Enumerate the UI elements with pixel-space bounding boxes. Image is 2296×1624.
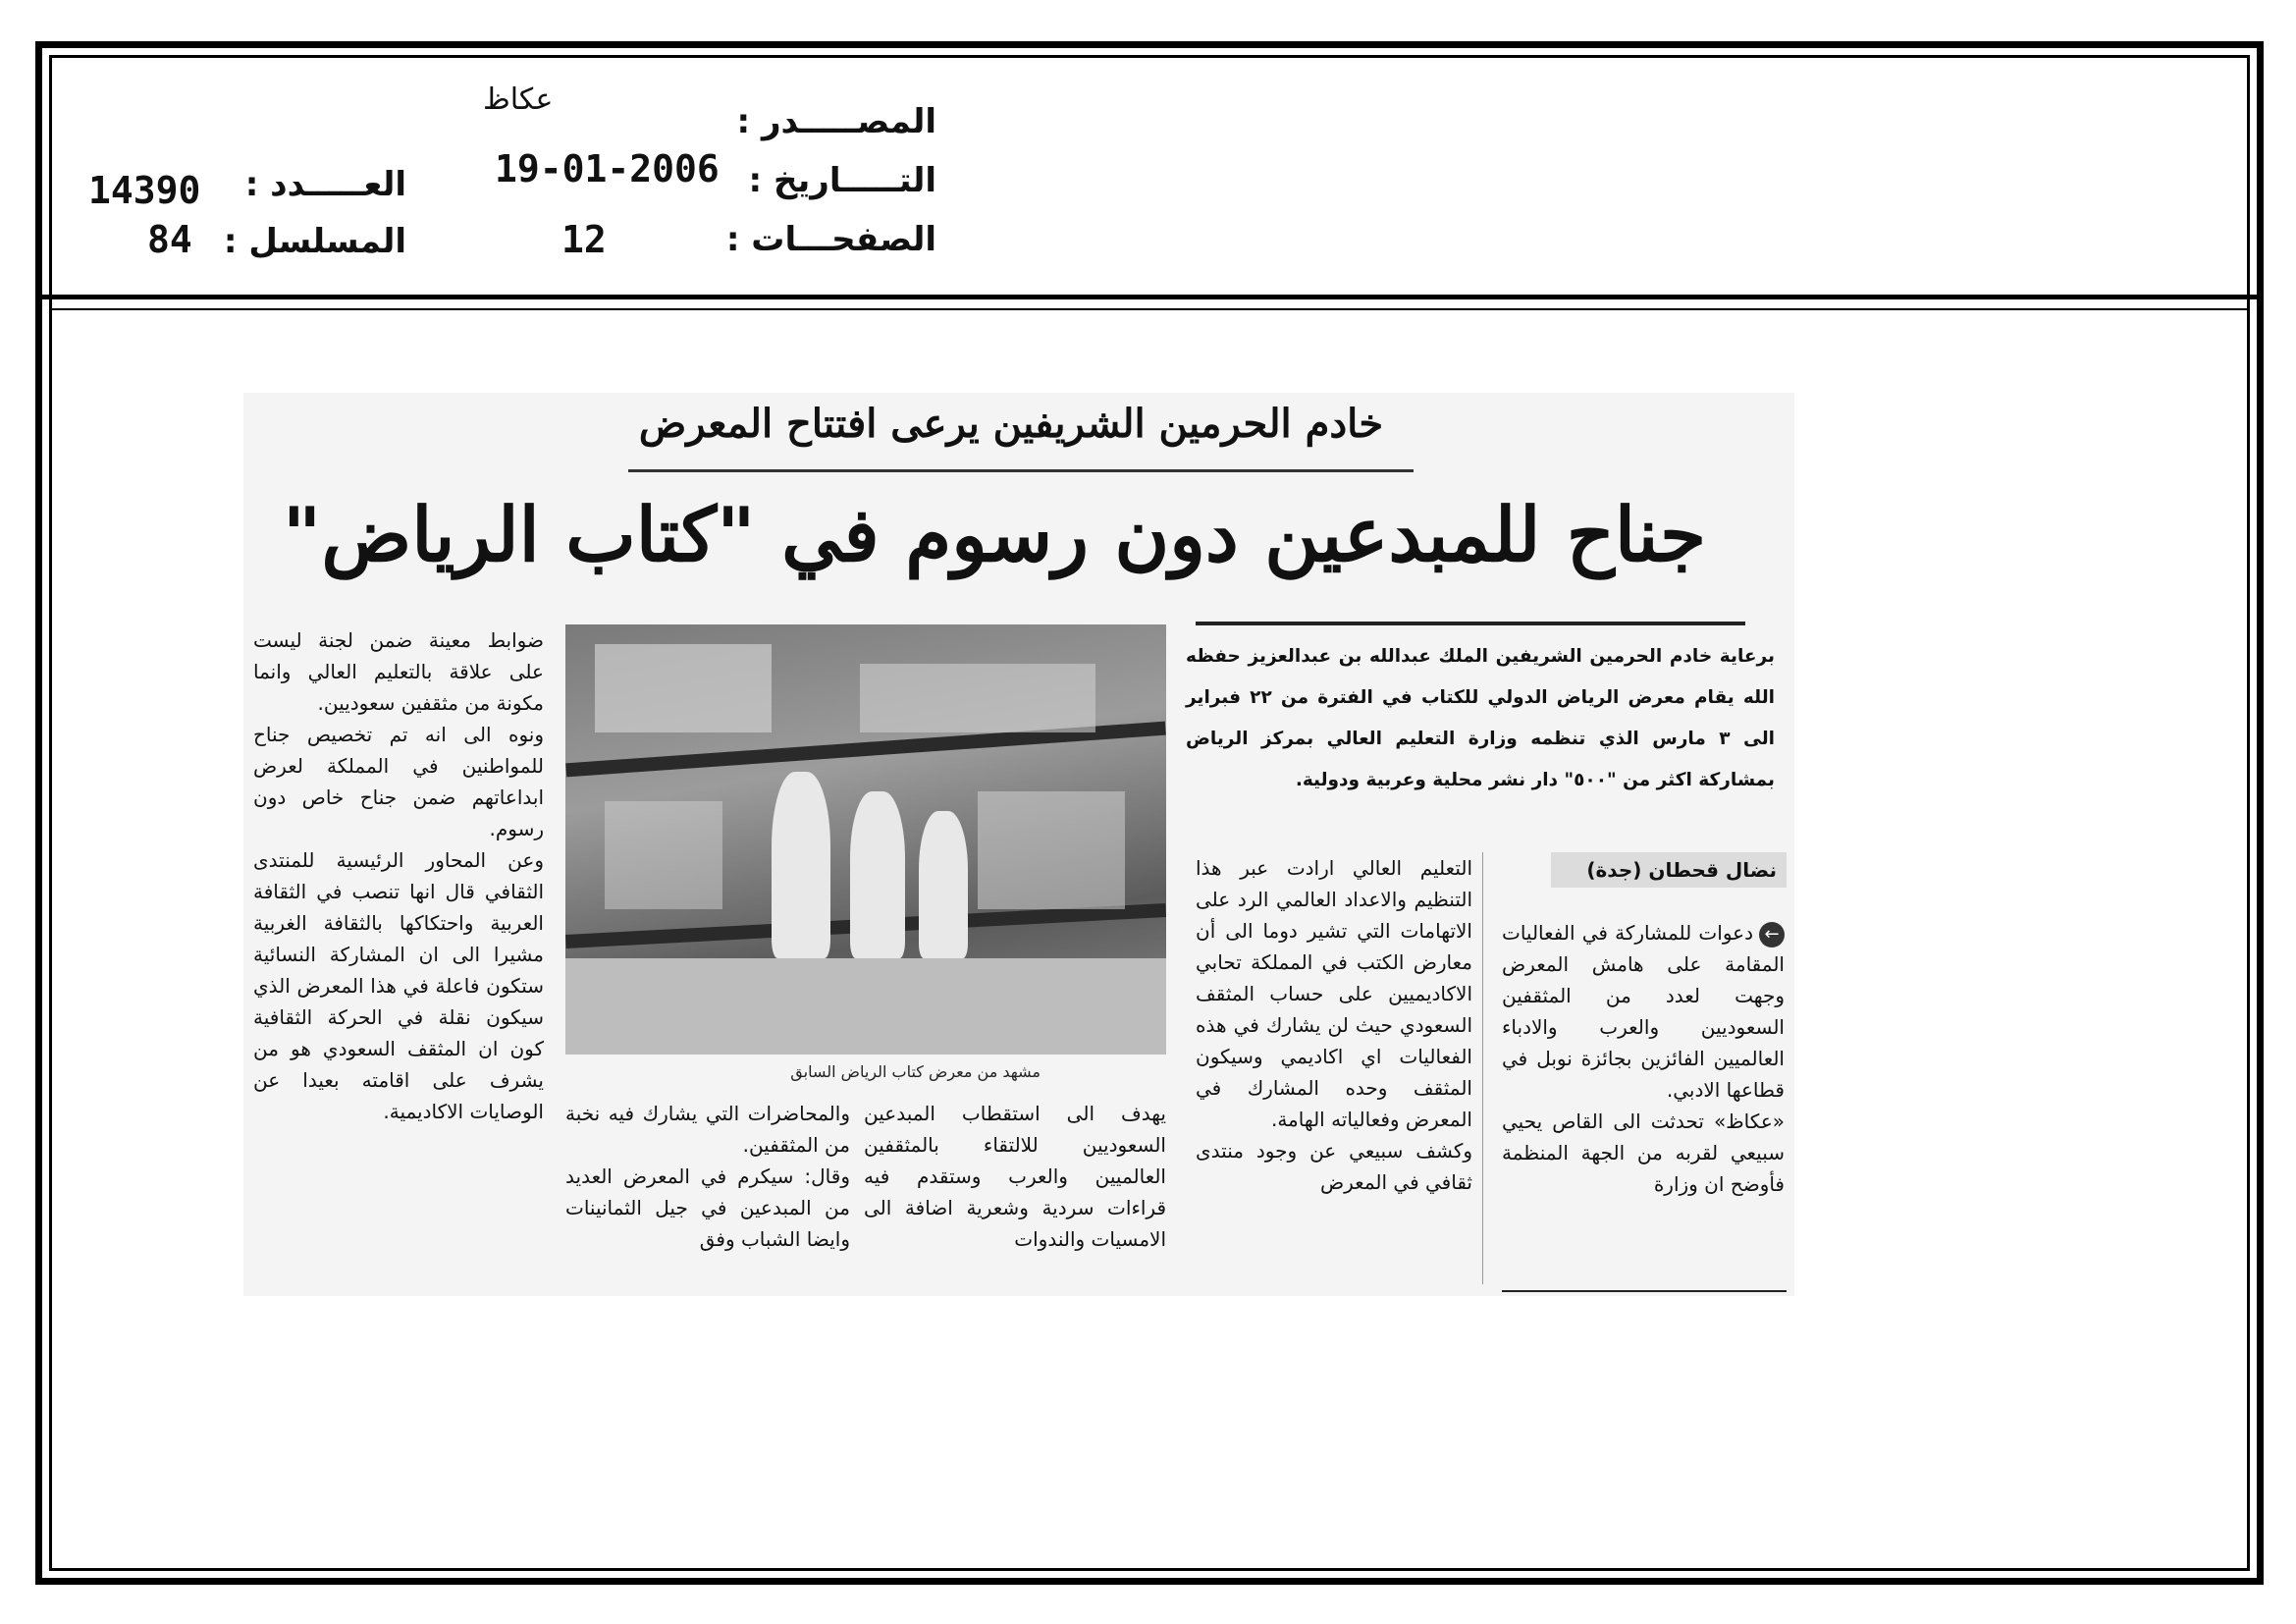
article-column-1 (1502, 917, 1785, 1200)
issue-value: 14390 (88, 169, 201, 212)
column-paragraph: يهدف الى استقطاب المبدعين السعوديين للالتقاء بالمثقفين العالميين والعرب وستقدم فيه قراءات سردية وشعرية اضافة الى الامسيات والندوات (864, 1102, 1166, 1251)
source-label: المصـــــدر : (736, 102, 936, 141)
column-paragraph: دعوات للمشاركة في الفعاليات المقامة على هامش المعرض وجهت لعدد من المثقفين السعوديين والعرب والادباء العالميين الفائزين بجائزة نوبل في قطاعها الادبي. (1502, 921, 1785, 1102)
article-column-4 (565, 1098, 850, 1255)
article-headline: جناح للمبدعين دون رسوم في "كتاب الرياض" (282, 491, 1706, 578)
article-column-5 (253, 624, 544, 1127)
photo-books (595, 644, 772, 732)
column-divider (1482, 852, 1483, 1284)
kicker-underline (628, 469, 1414, 472)
column-paragraph: ضوابط معينة ضمن لجنة ليست على علاقة بالتعليم العالي وانما مكونة من مثقفين سعوديين. (253, 628, 544, 715)
serial-value: 84 (147, 218, 192, 261)
column-paragraph: وكشف سبيعي عن وجود منتدى ثقافي في المعرض (1196, 1139, 1472, 1194)
column-paragraph: وعن المحاور الرئيسية للمنتدى الثقافي قال انها تنصب في الثقافة العربية واحتكاكها بالثقافة الغربية مشيرا الى ان المشاركة النسائية ستكون فاعلة في هذا المعرض الذي سيكون نقلة في الحركة الثقافية كون ان المثقف السعودي هو من يشرف على اقامته بعيدا عن الوصايات الاكاديمية. (253, 848, 544, 1123)
photo-caption: مشهد من معرض كتاب الرياض السابق (790, 1062, 1041, 1081)
photo-books (978, 791, 1125, 909)
column-paragraph: ونوه الى انه تم تخصيص جناح للمواطنين في المملكة لعرض ابداعاتهم ضمن جناح خاص دون رسوم. (253, 723, 544, 840)
article-column-3 (864, 1098, 1166, 1255)
lead-rule (1196, 622, 1745, 625)
photo-books (605, 801, 722, 909)
pages-value: 12 (561, 218, 607, 261)
photo-books (860, 664, 1095, 732)
column-end-rule (1502, 1290, 1787, 1292)
source-value: عكاظ (483, 82, 554, 117)
article-kicker: خادم الحرمين الشريفين يرعى افتتاح المعرض (638, 401, 1384, 447)
bookfair-photo (565, 624, 1166, 1055)
pages-label: الصفحـــات : (725, 220, 936, 259)
article-byline: نضال قحطان (جدة) (1551, 852, 1787, 888)
photo-visitor (850, 791, 905, 958)
column-paragraph: «عكاظ» تحدثت الى القاص يحيي سبيعي لقربه من الجهة المنظمة فأوضح ان وزارة (1502, 1110, 1785, 1196)
photo-visitor (772, 772, 830, 958)
column-paragraph: وقال: سيكرم في المعرض العديد من المبدعين في جيل الثمانينات وايضا الشباب وفق (565, 1164, 850, 1251)
arrow-bullet-icon: ← (1759, 922, 1785, 947)
article-lead: برعاية خادم الحرمين الشريفين الملك عبدالله بن عبدالعزيز حفظه الله يقام معرض الرياض الدولي للكتاب في الفترة من ٢٢ فبراير الى ٣ مارس الذي تنظمه وزارة التعليم العالي بمركز الرياض بمشاركة اكثر من "٥٠٠" دار نشر محلية وعربية ودولية. (1186, 646, 1776, 790)
column-paragraph: التعليم العالي ارادت عبر هذا التنظيم والاعداد العالمي الرد على الاتهامات التي تشير دوما الى أن معارض الكتب في المملكة تحابي الاكاديميين على حساب المثقف السعودي حيث لن يشارك في هذه الفعاليات اي اكاديمي وسيكون المثقف وحده المشارك في المعرض وفعالياته الهامة. (1196, 856, 1472, 1131)
serial-label: المسلسل : (223, 222, 406, 261)
issue-label: العـــــدد : (244, 165, 406, 204)
header-divider (35, 295, 2264, 299)
photo-visitor (919, 811, 968, 958)
date-value: 19-01-2006 (495, 147, 720, 190)
date-label: التـــــاريخ : (748, 161, 936, 200)
header-divider-thin (49, 308, 2250, 310)
photo-counter (565, 958, 1166, 1055)
article-column-2 (1196, 852, 1472, 1198)
column-paragraph: والمحاضرات التي يشارك فيه نخبة من المثقفين. (565, 1102, 850, 1157)
